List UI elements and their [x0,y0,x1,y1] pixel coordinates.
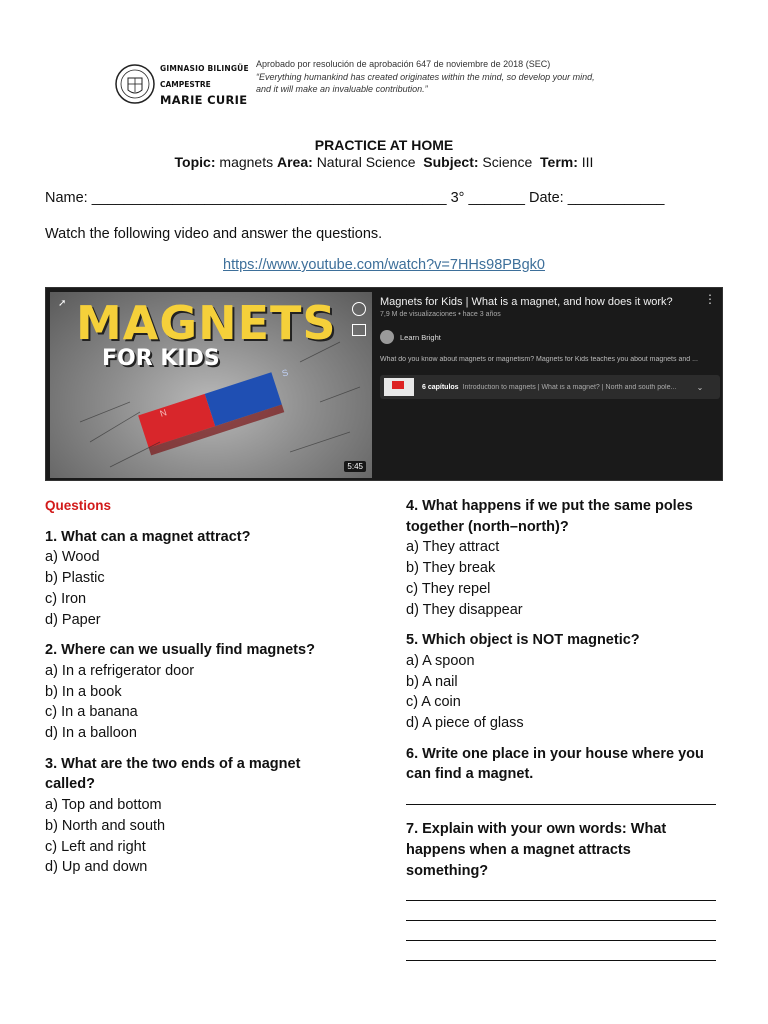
chevron-down-icon[interactable]: ⌄ [696,382,704,392]
questions-left-column [45,496,385,888]
channel[interactable] [380,330,720,344]
option[interactable]: c) Iron [45,590,87,607]
school-name-line2: CAMPESTRE [160,80,211,89]
chapters-count: 6 capítulos [422,383,459,391]
question-text-line2: happens when a magnet attracts [406,841,631,858]
date-label: Date: [529,190,564,206]
option[interactable]: a) Top and bottom [45,797,162,814]
option[interactable]: d) Up and down [45,859,148,876]
magnet-n-label: N [158,407,168,419]
question-text-line2: can find a magnet. [406,766,534,783]
video-title[interactable]: Magnets for Kids | What is a magnet, and how does it work? [380,296,673,308]
topic-value: magnets [219,154,274,170]
video-meta: 7,9 M de visualizaciones • hace 3 años [380,311,501,318]
school-name-line3: MARIE CURIE [160,93,248,107]
quote-line2: and it will make an invaluable contribution.” [256,84,428,94]
channel-avatar [380,330,394,344]
questions-right-column [406,496,726,971]
question-2 [45,640,385,744]
question-text-line1: 7. Explain with your own words: What [406,821,667,838]
name-label: Name: [45,190,88,206]
term-label: Term: [540,154,578,170]
share-arrow-icon[interactable]: ➚ [58,298,67,309]
question-text: 1. What can a magnet attract? [45,528,251,545]
option[interactable]: b) North and south [45,817,166,834]
questions-header: Questions [45,498,112,513]
option[interactable]: b) Plastic [45,570,105,587]
clock-icon[interactable] [352,302,366,316]
date-field[interactable]: ____________ [567,190,665,206]
answer-line[interactable] [406,921,716,941]
question-7 [406,819,726,961]
video-link[interactable]: https://www.youtube.com/watch?v=7HHs98PBgk0 [223,257,545,273]
page-title: PRACTICE AT HOME [314,137,454,153]
thumbnail-subtitle: FOR KIDS [102,346,220,371]
grade-field[interactable]: _______ [468,190,525,206]
video-embed[interactable] [45,287,723,481]
video-description: What do you know about magnets or magnetism? Magnets for Kids teaches you about magnets and ... [380,356,698,363]
school-name-line1: GIMNASIO BILINGÜE [160,64,249,73]
question-text-line3: something? [406,862,489,879]
school-seal-icon [114,54,156,114]
topic-label: Topic: [174,154,216,170]
option[interactable]: a) In a refrigerator door [45,662,195,679]
question-1 [45,527,385,631]
chapters-bar[interactable] [380,375,720,399]
question-text: 2. Where can we usually find magnets? [45,642,315,659]
approval-text [256,58,676,96]
student-info-line [45,190,664,206]
option[interactable]: c) In a banana [45,704,138,721]
option[interactable]: c) They repel [406,580,491,597]
option[interactable]: c) Left and right [45,838,146,855]
option[interactable]: b) They break [406,560,496,577]
chapters-list: Introduction to magnets | What is a magnet? | North and south pole... [462,383,677,391]
area-value: Natural Science [316,154,416,170]
question-5 [406,630,726,734]
answer-line[interactable] [406,941,716,961]
channel-name: Learn Bright [400,332,441,342]
answer-line[interactable] [406,785,716,805]
option[interactable]: c) A coin [406,694,461,711]
question-3 [45,754,385,878]
option[interactable]: d) In a balloon [45,725,137,742]
question-4 [406,496,726,620]
school-header [112,52,672,122]
subject-value: Science [482,154,533,170]
option[interactable]: b) In a book [45,683,122,700]
approval-line: Aprobado por resolución de aprobación 647 de noviembre de 2018 (SEC) [256,59,551,69]
playlist-icon[interactable] [352,324,366,336]
area-label: Area: [277,154,313,170]
question-text-line2: together (north–north)? [406,518,569,535]
option[interactable]: b) A nail [406,673,458,690]
question-text: 5. Which object is NOT magnetic? [406,632,640,649]
video-thumbnail[interactable] [50,292,372,478]
option[interactable]: d) Paper [45,611,101,628]
answer-line[interactable] [406,901,716,921]
magnet-s-label: S [280,367,290,379]
option[interactable]: a) A spoon [406,652,475,669]
option[interactable]: d) They disappear [406,601,523,618]
question-text-line1: 6. Write one place in your house where you [406,745,704,762]
answer-line[interactable] [406,881,716,901]
quote-line1: “Everything humankind has created originates within the mind, so develop your mind, [256,71,595,82]
thumbnail-title: MAGNETS [76,296,337,350]
option[interactable]: a) They attract [406,539,500,556]
chapter-thumbnail [384,378,414,396]
grade-label: 3° [450,190,465,206]
option[interactable]: d) A piece of glass [406,715,524,732]
more-options-icon[interactable]: ⋮ [704,292,716,306]
video-info [380,292,720,399]
video-duration: 5:45 [344,461,366,472]
term-value: III [581,154,594,170]
question-text-line2: called? [45,776,95,793]
instructions: Watch the following video and answer the questions. [45,226,383,242]
subject-label: Subject: [423,154,479,170]
question-6 [406,744,726,805]
question-text-line1: 4. What happens if we put the same poles [406,498,693,514]
subtitle [0,154,768,170]
option[interactable]: a) Wood [45,549,100,566]
question-text-line1: 3. What are the two ends of a magnet [45,755,301,772]
name-field[interactable]: ____________________________________________ [91,190,447,206]
school-name [160,64,249,107]
